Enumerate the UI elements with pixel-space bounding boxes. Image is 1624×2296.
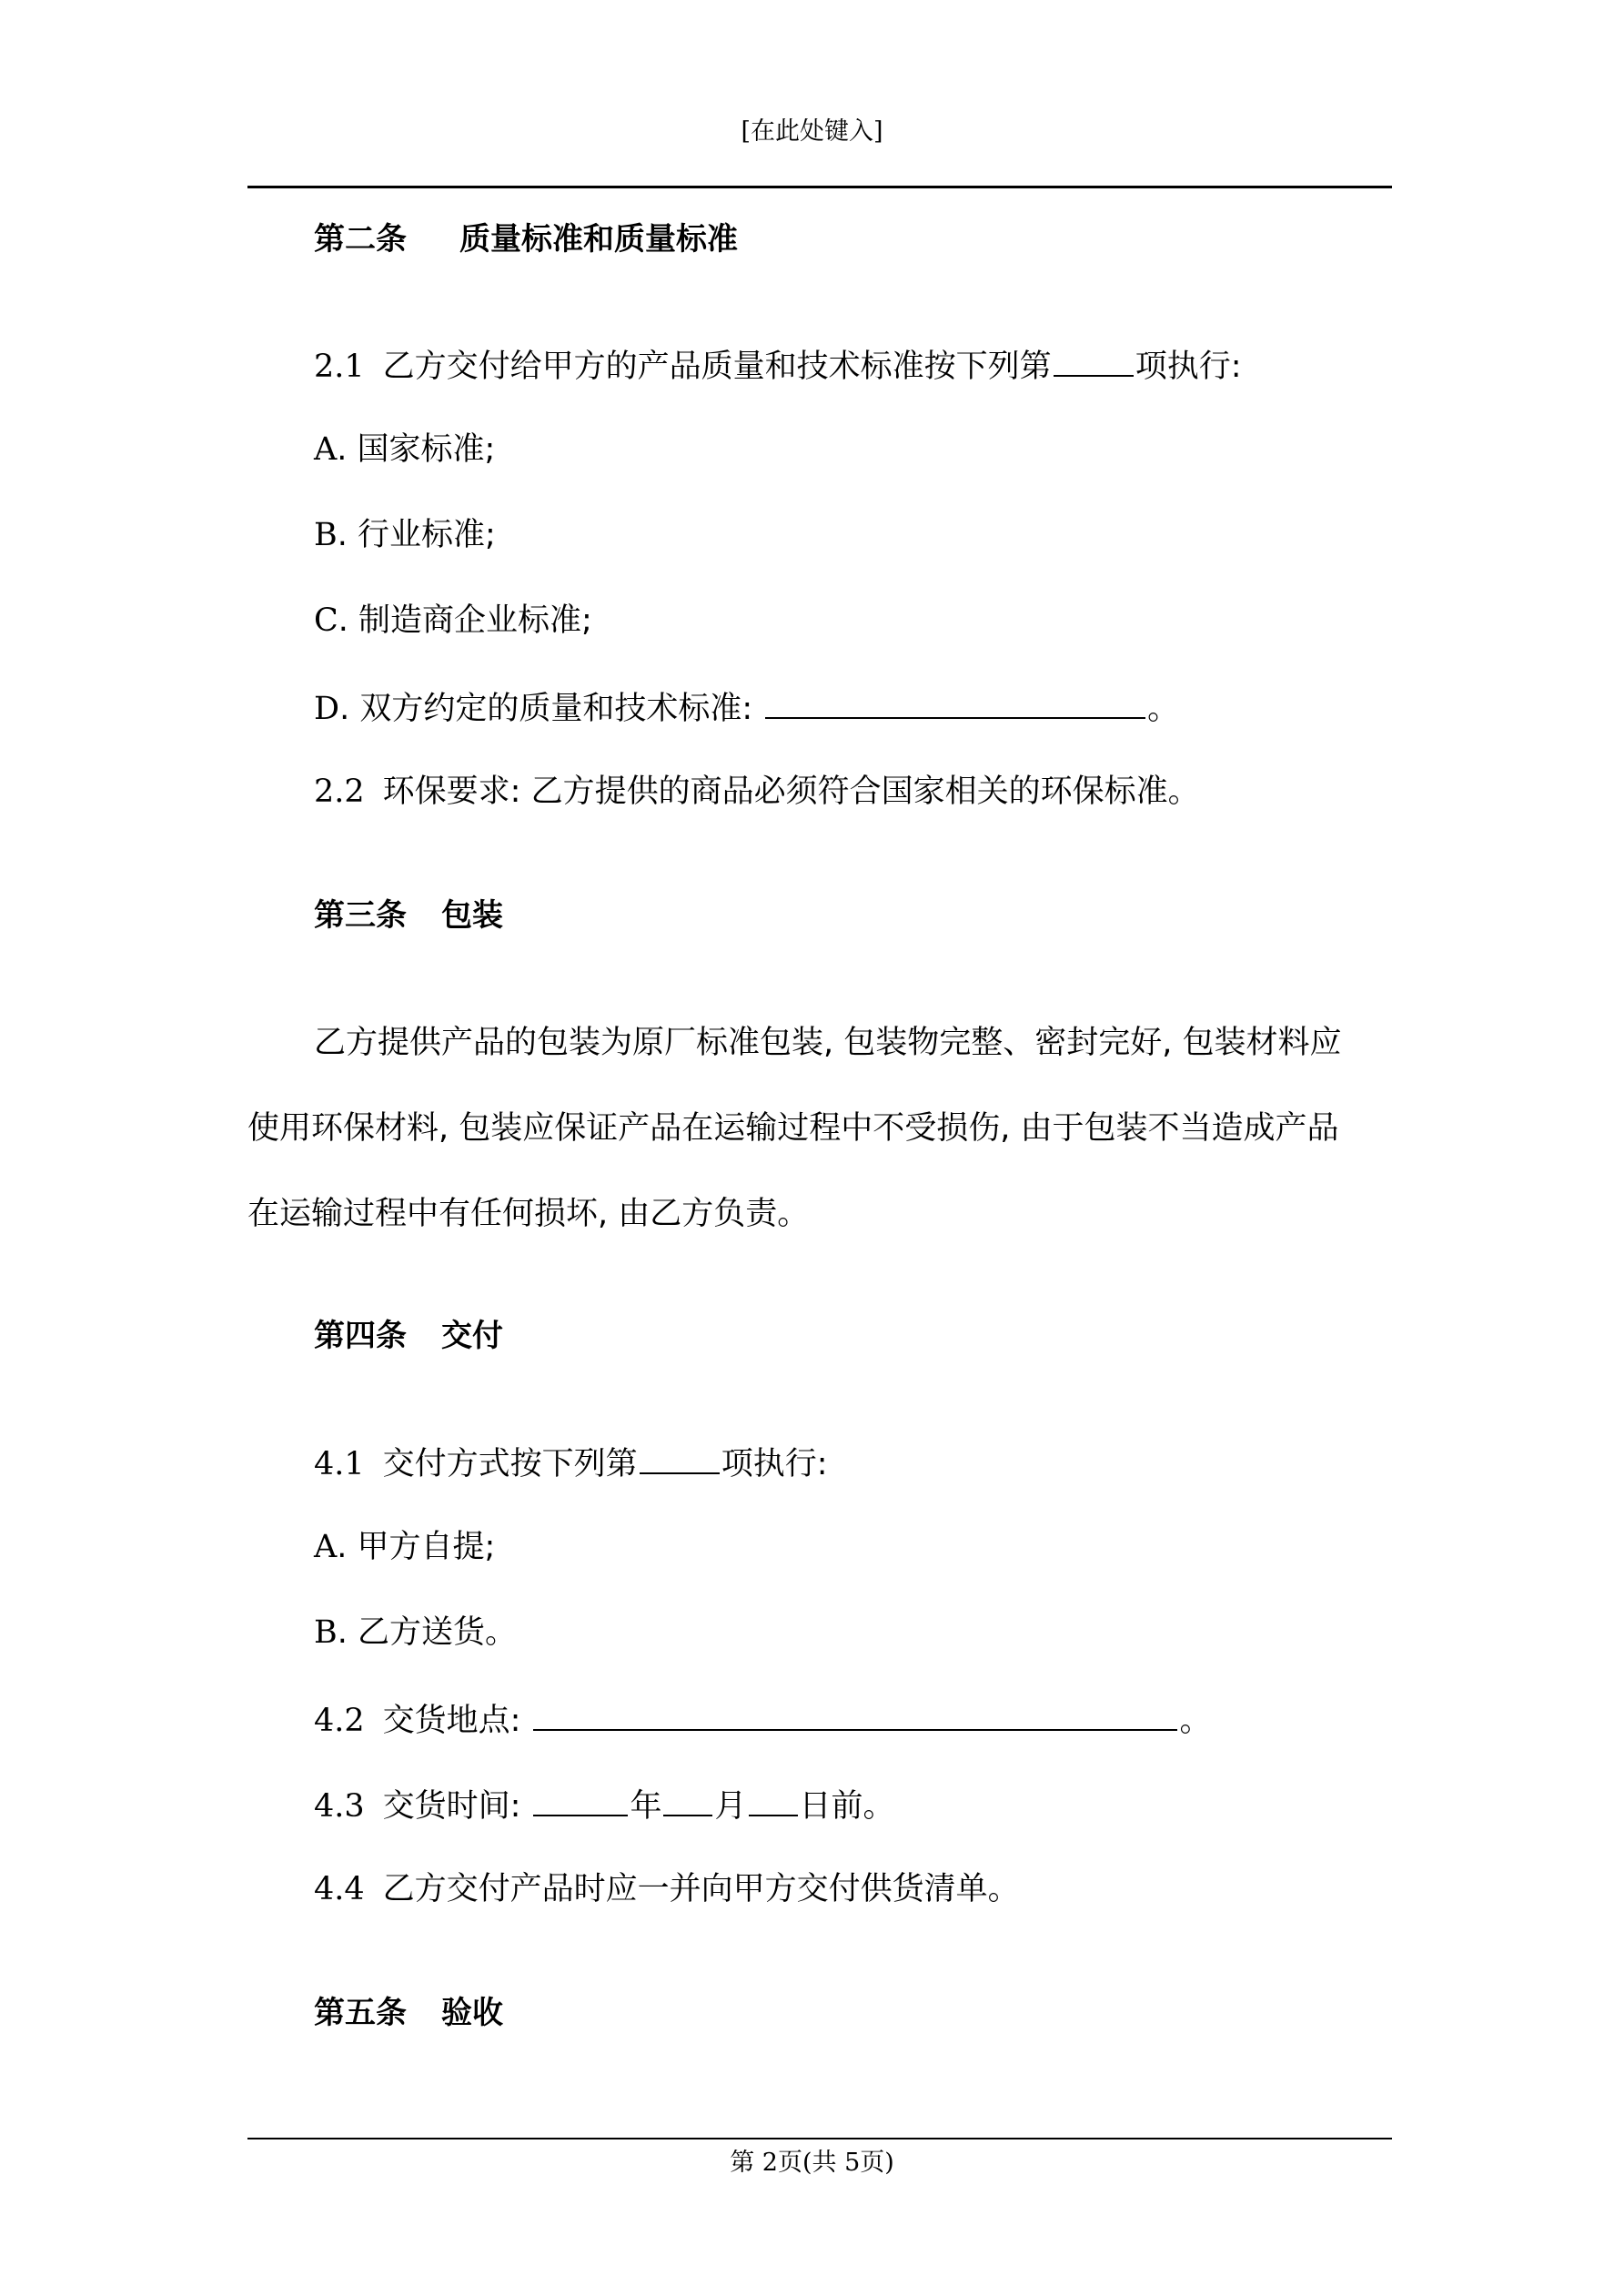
- option-2-c-letter: C: [314, 602, 338, 639]
- page-header: [在此处键入]: [741, 117, 883, 146]
- clause-4-3: [314, 1784, 895, 1826]
- clause-2-2: [314, 772, 1200, 812]
- clause-4-1-text: 交付方式按下列第: [382, 1446, 638, 1482]
- article-5-heading: [314, 1993, 503, 2033]
- article-4-heading: [314, 1316, 503, 1356]
- clause-4-2-blank[interactable]: [533, 1698, 1177, 1731]
- article-5-number: 第五条: [314, 1995, 407, 2031]
- clause-4-3-day-blank[interactable]: [749, 1784, 798, 1816]
- article-4-number: 第四条: [314, 1318, 407, 1354]
- header-divider: [247, 186, 1392, 188]
- article-3-paragraph-line-1: 乙方提供产品的包装为原厂标准包装, 包装物完整、密封完好, 包装材料应: [314, 1025, 1342, 1061]
- article-2-title: 质量标准和质量标准: [459, 221, 738, 258]
- option-2-a-text: . 国家标准;: [337, 431, 496, 468]
- clause-4-3-year-blank[interactable]: [533, 1784, 628, 1816]
- article-3-title: 包装: [441, 897, 503, 934]
- clause-2-2-text: 环保要求: 乙方提供的商品必须符合国家相关的环保标准。: [382, 774, 1200, 810]
- article-3-number: 第三条: [314, 897, 407, 934]
- option-2-d: [314, 686, 1179, 729]
- option-2-b-text: . 行业标准;: [337, 517, 496, 553]
- option-4-a-letter: A: [314, 1529, 338, 1565]
- clause-4-3-text: 交货时间:: [382, 1788, 521, 1825]
- option-4-b-text: . 乙方送货。: [337, 1614, 517, 1651]
- clause-4-1-suffix: 项执行:: [721, 1446, 828, 1482]
- clause-4-3-month-blank[interactable]: [663, 1784, 712, 1816]
- article-3-heading: [314, 895, 503, 936]
- article-5-title: 验收: [441, 1995, 503, 2031]
- clause-4-2: [314, 1698, 1211, 1741]
- option-4-a: [314, 1527, 495, 1567]
- article-2-number: 第二条: [314, 221, 407, 258]
- option-4-b-letter: B: [314, 1614, 338, 1651]
- clause-4-4: [314, 1869, 1020, 1909]
- clause-4-3-month-label: 月: [714, 1788, 747, 1825]
- clause-4-2-number: 4.2: [314, 1703, 365, 1739]
- clause-2-1-text: 乙方交付给甲方的产品质量和技术标准按下列第: [382, 349, 1052, 385]
- clause-4-4-text: 乙方交付产品时应一并向甲方交付供货清单。: [382, 1871, 1020, 1907]
- article-3-paragraph-line-2: 使用环保材料, 包装应保证产品在运输过程中不受损伤, 由于包装不当造成产品: [247, 1110, 1339, 1147]
- option-2-a-letter: A: [314, 431, 338, 468]
- clause-4-3-year-label: 年: [630, 1788, 662, 1825]
- clause-4-2-suffix: 。: [1179, 1703, 1212, 1739]
- clause-4-1-number: 4.1: [314, 1446, 365, 1482]
- footer-divider: [247, 2138, 1392, 2139]
- article-4-title: 交付: [441, 1318, 503, 1354]
- page-footer: 第 2页(共 5页): [730, 2149, 894, 2177]
- clause-2-1-suffix: 项执行:: [1135, 349, 1242, 385]
- article-3-paragraph-line-3: 在运输过程中有任何损坏, 由乙方负责。: [247, 1196, 810, 1232]
- option-2-c: [314, 601, 592, 641]
- clause-4-1-blank[interactable]: [640, 1441, 720, 1474]
- clause-4-2-text: 交货地点:: [382, 1703, 521, 1739]
- clause-2-1-blank[interactable]: [1054, 344, 1134, 377]
- clause-2-1-number: 2.1: [314, 349, 365, 385]
- clause-4-1: [314, 1441, 827, 1484]
- option-2-d-blank[interactable]: [765, 686, 1145, 719]
- option-4-a-text: . 甲方自提;: [337, 1529, 496, 1565]
- option-2-d-text: . 双方约定的质量和技术标准:: [339, 691, 753, 727]
- clause-2-1: [314, 344, 1241, 387]
- option-2-d-suffix: 。: [1147, 691, 1180, 727]
- option-4-b: [314, 1613, 517, 1653]
- article-2-heading: [314, 219, 738, 259]
- clause-4-3-day-label: 日前。: [799, 1788, 895, 1825]
- clause-2-2-number: 2.2: [314, 774, 365, 810]
- option-2-b: [314, 515, 496, 555]
- option-2-d-letter: D: [314, 691, 340, 727]
- option-2-a: [314, 430, 495, 470]
- clause-4-3-number: 4.3: [314, 1788, 365, 1825]
- option-2-c-text: . 制造商企业标准;: [338, 602, 592, 639]
- option-2-b-letter: B: [314, 517, 338, 553]
- clause-4-4-number: 4.4: [314, 1871, 365, 1907]
